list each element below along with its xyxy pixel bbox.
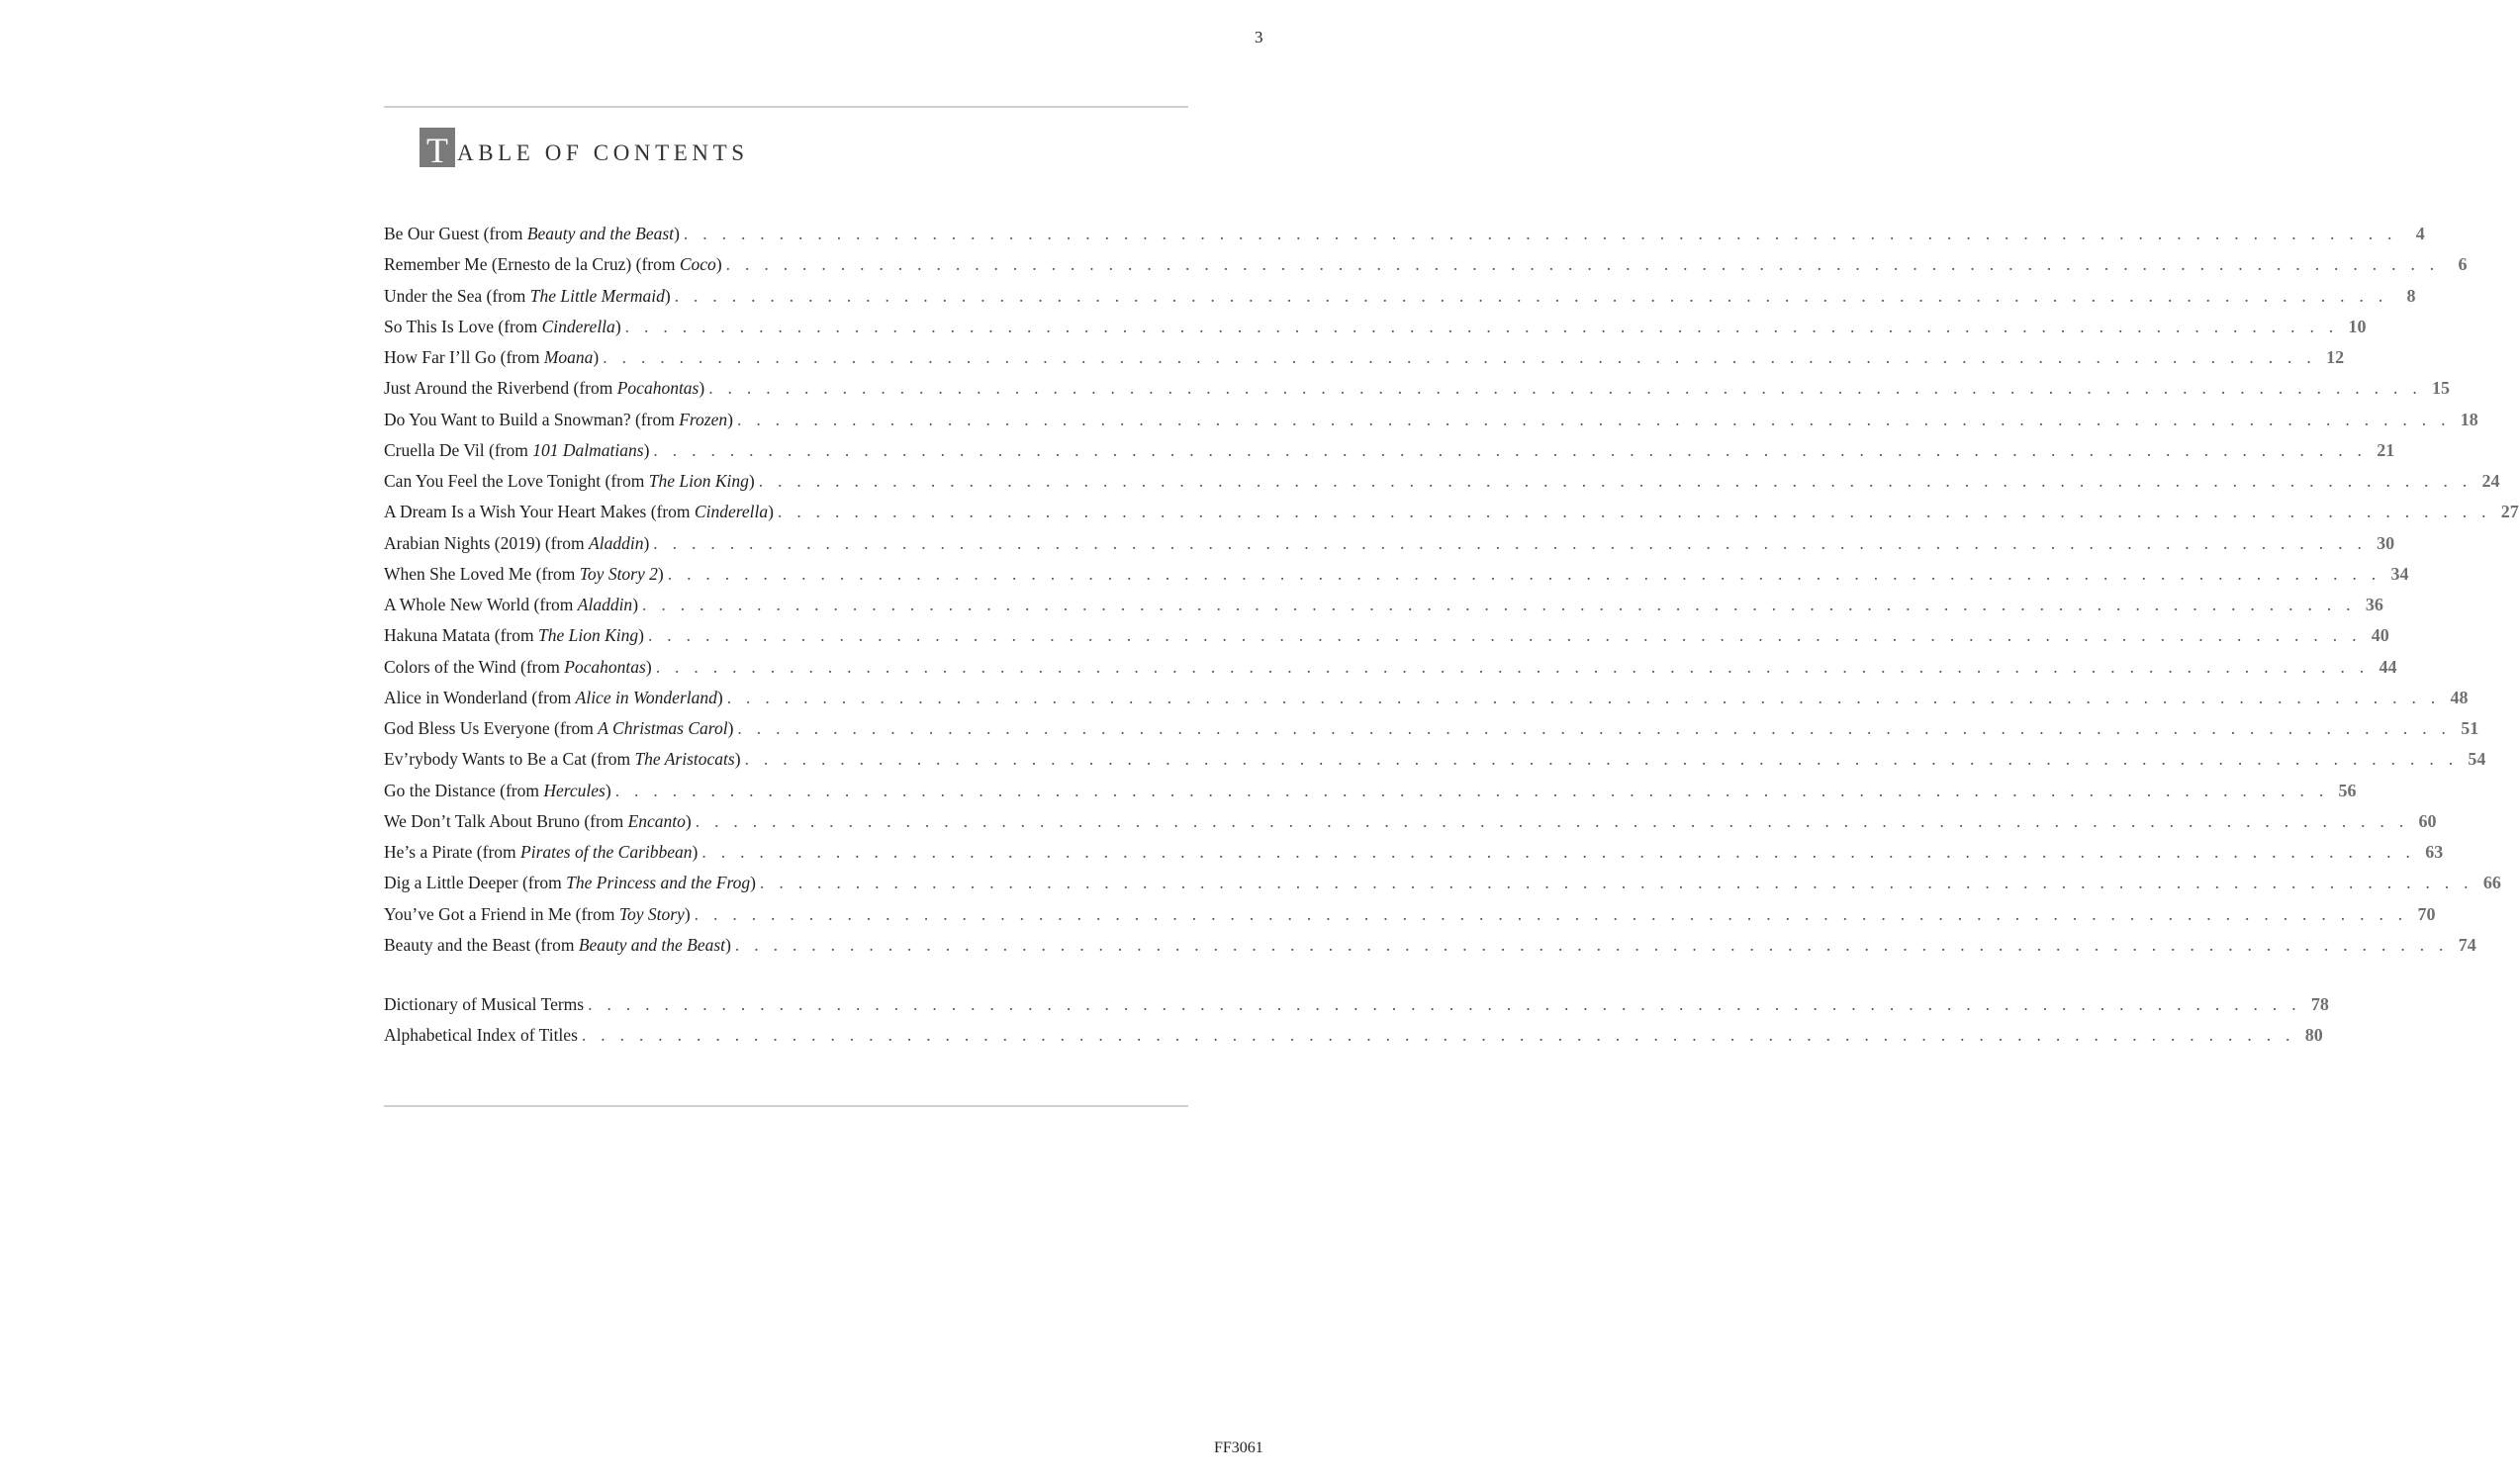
toc-entry-title [384,410,733,430]
toc-entry [384,471,2500,502]
toc-entry-source-title: Pirates of the Caribbean [520,842,693,862]
toc-entry [384,254,2468,285]
dot-leader: . . . . . . . . . . . . . . . . . . . . . . . . . . . . . . . . . . . . . . . . . . . . . . . . . . . . . . . . . . . . . . . . . . . . . . . . . . . . . . . . . . . . . . . . . . [744,749,2459,770]
toc-entry-source-title: The Lion King [648,471,749,491]
toc-entry-source-title: 101 Dalmatians [532,439,644,460]
toc-entry-source-title: Encanto [627,810,686,831]
dot-leader: . . . . . . . . . . . . . . . . . . . . . . . . . . . . . . . . . . . . . . . . . . . . . . . . . . . . . . . . . . . . . . . . . . . . . . . . . . . . . . . . . . . . . . . . . . [760,873,2473,893]
toc-entry-page: 40 [2371,625,2389,646]
toc-entry-title [384,935,731,956]
toc-entry [384,285,2416,317]
toc-entry-title-close: ) [674,224,680,243]
toc-entry-source-title: The Lion King [537,625,639,646]
dot-leader: . . . . . . . . . . . . . . . . . . . . . . . . . . . . . . . . . . . . . . . . . . . . . . . . . . . . . . . . . . . . . . . . . . . . . . . . . . . . . . . . . . . . . . . . . . [695,810,2409,831]
toc-entry-title-close: ) [685,810,692,831]
dot-leader: . . . . . . . . . . . . . . . . . . . . . . . . . . . . . . . . . . . . . . . . . . . . . . . . . . . . . . . . . . . . . . . . . . . . . . . . . . . . . . . . . . . . . . . . . . [734,934,2449,955]
toc-entry [384,595,2383,625]
toc-entry-title-close: ) [727,409,733,429]
page-title [420,128,749,170]
toc-entry-title-text: Dictionary of Musical Terms [384,994,585,1014]
toc-entry-title-close: ) [768,502,774,522]
dot-leader: . . . . . . . . . . . . . . . . . . . . . . . . . . . . . . . . . . . . . . . . . . . . . . . . . . . . . . . . . . . . . . . . . . . . . . . . . . . . . . . . . . . . . . . . . . [667,563,2381,584]
toc-entry [384,316,2367,347]
toc-entry [384,1025,2323,1056]
toc-entry-title-text: Under the Sea (from [384,285,530,306]
toc-entry-source-title: The Aristocats [634,749,735,770]
toc-entry-title-close: ) [699,378,705,399]
toc-entry [384,439,2395,471]
toc-entry-title-text: Hakuna Matata (from [384,625,538,646]
toc-entry-page: 24 [2481,471,2500,491]
toc-entry-title [384,286,671,307]
toc-entry-title-close: ) [734,749,741,770]
dot-leader: . . . . . . . . . . . . . . . . . . . . . . . . . . . . . . . . . . . . . . . . . . . . . . . . . . . . . . . . . . . . . . . . . . . . . . . . . . . . . . . . . . . . . . . . . . [655,656,2370,677]
toc-entry-title [384,317,621,337]
toc-entry-source-title: Coco [679,254,716,275]
toc-entry-title [384,842,698,863]
toc-entry-page: 74 [2458,934,2476,955]
dot-leader: . . . . . . . . . . . . . . . . . . . . . . . . . . . . . . . . . . . . . . . . . . . . . . . . . . . . . . . . . . . . . . . . . . . . . . . . . . . . . . . . . . . . . . . . . . [725,254,2440,275]
dot-leader: . . . . . . . . . . . . . . . . . . . . . . . . . . . . . . . . . . . . . . . . . . . . . . . . . . . . . . . . . . . . . . . . . . . . . . . . . . . . . . . . . . . . . . . . . . [736,409,2451,429]
toc-entry-page: 18 [2460,409,2478,429]
toc-entry-title-text: Dig a Little Deeper (from [384,873,567,893]
toc-entry [384,994,2329,1025]
dot-leader: . . . . . . . . . . . . . . . . . . . . . . . . . . . . . . . . . . . . . . . . . . . . . . . . . . . . . . . . . . . . . . . . . . . . . . . . . . . . . . . . . . . . . . . . . . [758,471,2472,491]
dot-leader: . . . . . . . . . . . . . . . . . . . . . . . . . . . . . . . . . . . . . . . . . . . . . . . . . . . . . . . . . . . . . . . . . . . . . . . . . . . . . . . . . . . . . . . . . . [647,625,2362,646]
toc-entry-page: 4 [2415,224,2425,243]
toc-entry-title [384,502,774,522]
toc-entry-page: 30 [2377,532,2395,553]
toc-entry-source-title: Toy Story 2 [579,563,658,584]
dot-leader: . . . . . . . . . . . . . . . . . . . . . . . . . . . . . . . . . . . . . . . . . . . . . . . . . . . . . . . . . . . . . . . . . . . . . . . . . . . . . . . . . . . . . . . . . . [653,532,2368,553]
toc-entry-title-text: When She Loved Me (from [384,563,580,584]
toc-entry-page: 10 [2348,316,2367,336]
toc-entry-page: 36 [2365,595,2383,614]
toc-entry-page: 6 [2458,254,2468,275]
dot-leader: . . . . . . . . . . . . . . . . . . . . . . . . . . . . . . . . . . . . . . . . . . . . . . . . . . . . . . . . . . . . . . . . . . . . . . . . . . . . . . . . . . . . . . . . . . [701,842,2416,862]
toc-entry [384,378,2451,409]
toc-entry-source-title: Beauty and the Beast [578,934,726,955]
toc-entry-title-text: Beauty and the Beast (from [384,934,579,955]
toc-entry-title-close: ) [716,687,723,707]
toc-entry-title-text: You’ve Got a Friend in Me (from [384,903,619,924]
toc-entry-title-close: ) [664,285,671,306]
toc-entry-title-text: Arabian Nights (2019) (from [384,532,590,553]
top-divider [384,106,1188,108]
toc-entry-title [384,625,644,646]
toc-entry-title-text: Ev’rybody Wants to Be a Cat (from [384,749,635,770]
toc-entry-title [384,254,722,275]
dot-leader: . . . . . . . . . . . . . . . . . . . . . . . . . . . . . . . . . . . . . . . . . . . . . . . . . . . . . . . . . . . . . . . . . . . . . . . . . . . . . . . . . . . . . . . . . . [708,378,2423,399]
dot-leader: . . . . . . . . . . . . . . . . . . . . . . . . . . . . . . . . . . . . . . . . . . . . . . . . . . . . . . . . . . . . . . . . . . . . . . . . . . . . . . . . . . . . . . . . . . [674,285,2388,306]
toc-entry-title-close: ) [727,718,734,738]
toc-entry [384,873,2501,903]
toc-entry-title [384,533,649,554]
toc-entry-page: 56 [2338,780,2357,800]
toc-entry-title-text: Alice in Wonderland (from [384,687,576,707]
toc-entry-title [384,595,638,615]
toc-entry-source-title: A Christmas Carol [598,718,728,738]
toc-entry-page: 34 [2390,563,2409,584]
bottom-divider [384,1105,1188,1107]
toc-entry-page: 70 [2417,903,2436,924]
toc-entry-title [384,749,741,770]
toc-entry-title [384,440,649,461]
toc-entry-title-text: God Bless Us Everyone (from [384,718,599,738]
toc-entry-title-text: A Whole New World (from [384,595,578,614]
toc-entry-title-text: We Don’t Talk About Bruno (from [384,810,628,831]
toc-entry [384,656,2397,688]
toc-entry-title [384,564,664,585]
toc-entry-source-title: The Princess and the Frog [566,873,751,893]
toc-entry-title-text: Colors of the Wind (from [384,656,565,677]
toc-entry-title-text: Just Around the Riverbend (from [384,378,617,399]
toc-entry-page: 54 [2468,749,2486,770]
title-initial-box: T [420,128,455,167]
dot-leader: . . . . . . . . . . . . . . . . . . . . . . . . . . . . . . . . . . . . . . . . . . . . . . . . . . . . . . . . . . . . . . . . . . . . . . . . . . . . . . . . . . . . . . . . . . [614,780,2329,800]
toc-entry-title-text: Cruella De Vil (from [384,439,533,460]
toc-entry-title-text: Do You Want to Build a Snowman? (from [384,409,680,429]
toc-entry-page: 21 [2377,439,2395,460]
toc-entry-title [384,688,723,708]
toc-entry-source-title: Pocahontas [616,378,700,399]
toc-entry-source-title: Cinderella [694,502,769,522]
toc-entry [384,532,2395,564]
toc-entry-source-title: Hercules [543,780,606,800]
toc-entry [384,749,2486,780]
toc-entry-page: 51 [2461,718,2479,738]
toc-entry-title [384,994,584,1015]
toc-entry [384,625,2389,656]
dot-leader: . . . . . . . . . . . . . . . . . . . . . . . . . . . . . . . . . . . . . . . . . . . . . . . . . . . . . . . . . . . . . . . . . . . . . . . . . . . . . . . . . . . . . . . . . . [737,718,2452,738]
toc-entry-title-close: ) [632,595,639,614]
toc-entry-title-text: He’s a Pirate (from [384,842,521,862]
toc-entry [384,903,2436,935]
page-number: 3 [1255,28,1263,46]
dot-leader: . . . . . . . . . . . . . . . . . . . . . . . . . . . . . . . . . . . . . . . . . . . . . . . . . . . . . . . . . . . . . . . . . . . . . . . . . . . . . . . . . . . . . . . . . . [726,687,2441,707]
toc-entry-title-close: ) [715,254,722,275]
toc-entry-page: 27 [2500,502,2519,522]
toc-entry-source-title: Alice in Wonderland [575,687,717,707]
toc-entry-title-text: How Far I’ll Go (from [384,347,544,367]
dot-leader: . . . . . . . . . . . . . . . . . . . . . . . . . . . . . . . . . . . . . . . . . . . . . . . . . . . . . . . . . . . . . . . . . . . . . . . . . . . . . . . . . . . . . . . . . . [777,502,2491,522]
toc-entry-page: 44 [2379,656,2397,677]
toc-entry-title-text: Can You Feel the Love Tonight (from [384,471,649,491]
toc-entry-source-title: Aladdin [577,595,633,614]
toc-entry-title-close: ) [725,934,731,955]
toc-entry-title [384,378,704,399]
toc-entry-page: 80 [2304,1025,2323,1046]
dot-leader: . . . . . . . . . . . . . . . . . . . . . . . . . . . . . . . . . . . . . . . . . . . . . . . . . . . . . . . . . . . . . . . . . . . . . . . . . . . . . . . . . . . . . . . . . . [624,316,2339,336]
toc-entry [384,563,2409,595]
toc-entry-title-text: Be Our Guest (from [384,224,527,243]
dot-leader: . . . . . . . . . . . . . . . . . . . . . . . . . . . . . . . . . . . . . . . . . . . . . . . . . . . . . . . . . . . . . . . . . . . . . . . . . . . . . . . . . . . . . . . . . . [588,994,2301,1014]
toc-entry-page: 48 [2450,687,2469,707]
toc-entry-source-title: Moana [543,347,594,367]
toc-entry-title [384,904,691,925]
toc-entry-title-close: ) [605,780,611,800]
toc-entry-title-close: ) [692,842,699,862]
toc-entry-page: 63 [2425,842,2444,862]
toc-entry-title [384,781,611,801]
toc-entry-source-title: Cinderella [541,316,615,336]
toc-entry-title [384,1025,578,1046]
toc-entry [384,718,2479,749]
toc-entry-page: 66 [2482,873,2501,893]
toc-entry-page: 78 [2310,994,2329,1014]
toc-entry-source-title: Toy Story [618,903,685,924]
toc-entry-title-close: ) [638,625,644,646]
toc-entry [384,502,2519,532]
catalog-number: FF3061 [1214,1439,1263,1456]
toc-entry-title-close: ) [645,656,652,677]
dot-leader: . . . . . . . . . . . . . . . . . . . . . . . . . . . . . . . . . . . . . . . . . . . . . . . . . . . . . . . . . . . . . . . . . . . . . . . . . . . . . . . . . . . . . . . . . . [683,224,2397,243]
toc-entry-title [384,471,755,492]
toc-entry-title [384,873,756,893]
toc-entry-page: 8 [2406,285,2416,306]
toc-entry-title-close: ) [593,347,600,367]
toc-entry [384,780,2357,811]
toc-entry-title [384,657,652,678]
toc-entry-title-close: ) [643,532,650,553]
toc-entry-title [384,224,680,244]
toc-entry [384,687,2469,718]
toc-entry-title-text: Remember Me (Ernesto de la Cruz) (from [384,254,680,275]
toc-entry-title [384,347,599,368]
toc-entry-source-title: The Little Mermaid [529,285,665,306]
toc-entry-title-close: ) [684,903,691,924]
dot-leader: . . . . . . . . . . . . . . . . . . . . . . . . . . . . . . . . . . . . . . . . . . . . . . . . . . . . . . . . . . . . . . . . . . . . . . . . . . . . . . . . . . . . . . . . . . [642,595,2356,614]
toc-entry-page: 15 [2432,378,2451,399]
toc-entry [384,409,2478,440]
toc-entry [384,810,2437,842]
toc-entry-title-text: So This Is Love (from [384,316,542,336]
toc-entry [384,347,2345,378]
toc-entry-page: 60 [2418,810,2437,831]
toc-entry-title-close: ) [750,873,756,893]
dot-leader: . . . . . . . . . . . . . . . . . . . . . . . . . . . . . . . . . . . . . . . . . . . . . . . . . . . . . . . . . . . . . . . . . . . . . . . . . . . . . . . . . . . . . . . . . . [653,439,2368,460]
toc-entry-source-title: Pocahontas [564,656,646,677]
toc-entry-title-close: ) [614,316,621,336]
toc-entry [384,224,2425,254]
toc-entry-title-text: A Dream Is a Wish Your Heart Makes (from [384,502,695,522]
section-gap [384,966,982,994]
toc-entry-source-title: Frozen [679,409,728,429]
title-text: ABLE OF CONTENTS [457,140,749,165]
toc-entry-title-text: Go the Distance (from [384,780,544,800]
dot-leader: . . . . . . . . . . . . . . . . . . . . . . . . . . . . . . . . . . . . . . . . . . . . . . . . . . . . . . . . . . . . . . . . . . . . . . . . . . . . . . . . . . . . . . . . . . [581,1025,2295,1046]
toc-entry-title [384,811,692,832]
toc-entry-title-close: ) [748,471,755,491]
toc-entry [384,934,2476,966]
toc-entry-source-title: Aladdin [589,532,644,553]
toc-entry-title [384,718,733,739]
toc-entry-title-close: ) [657,563,664,584]
toc-entry-title-close: ) [643,439,650,460]
toc-entry-page: 12 [2326,347,2345,367]
toc-entry-title-text: Alphabetical Index of Titles [384,1025,578,1046]
table-of-contents [384,224,2519,1057]
dot-leader: . . . . . . . . . . . . . . . . . . . . . . . . . . . . . . . . . . . . . . . . . . . . . . . . . . . . . . . . . . . . . . . . . . . . . . . . . . . . . . . . . . . . . . . . . . [694,903,2408,924]
toc-entry-source-title: Beauty and the Beast [526,224,675,243]
dot-leader: . . . . . . . . . . . . . . . . . . . . . . . . . . . . . . . . . . . . . . . . . . . . . . . . . . . . . . . . . . . . . . . . . . . . . . . . . . . . . . . . . . . . . . . . . . [603,347,2317,367]
toc-entry [384,842,2444,873]
